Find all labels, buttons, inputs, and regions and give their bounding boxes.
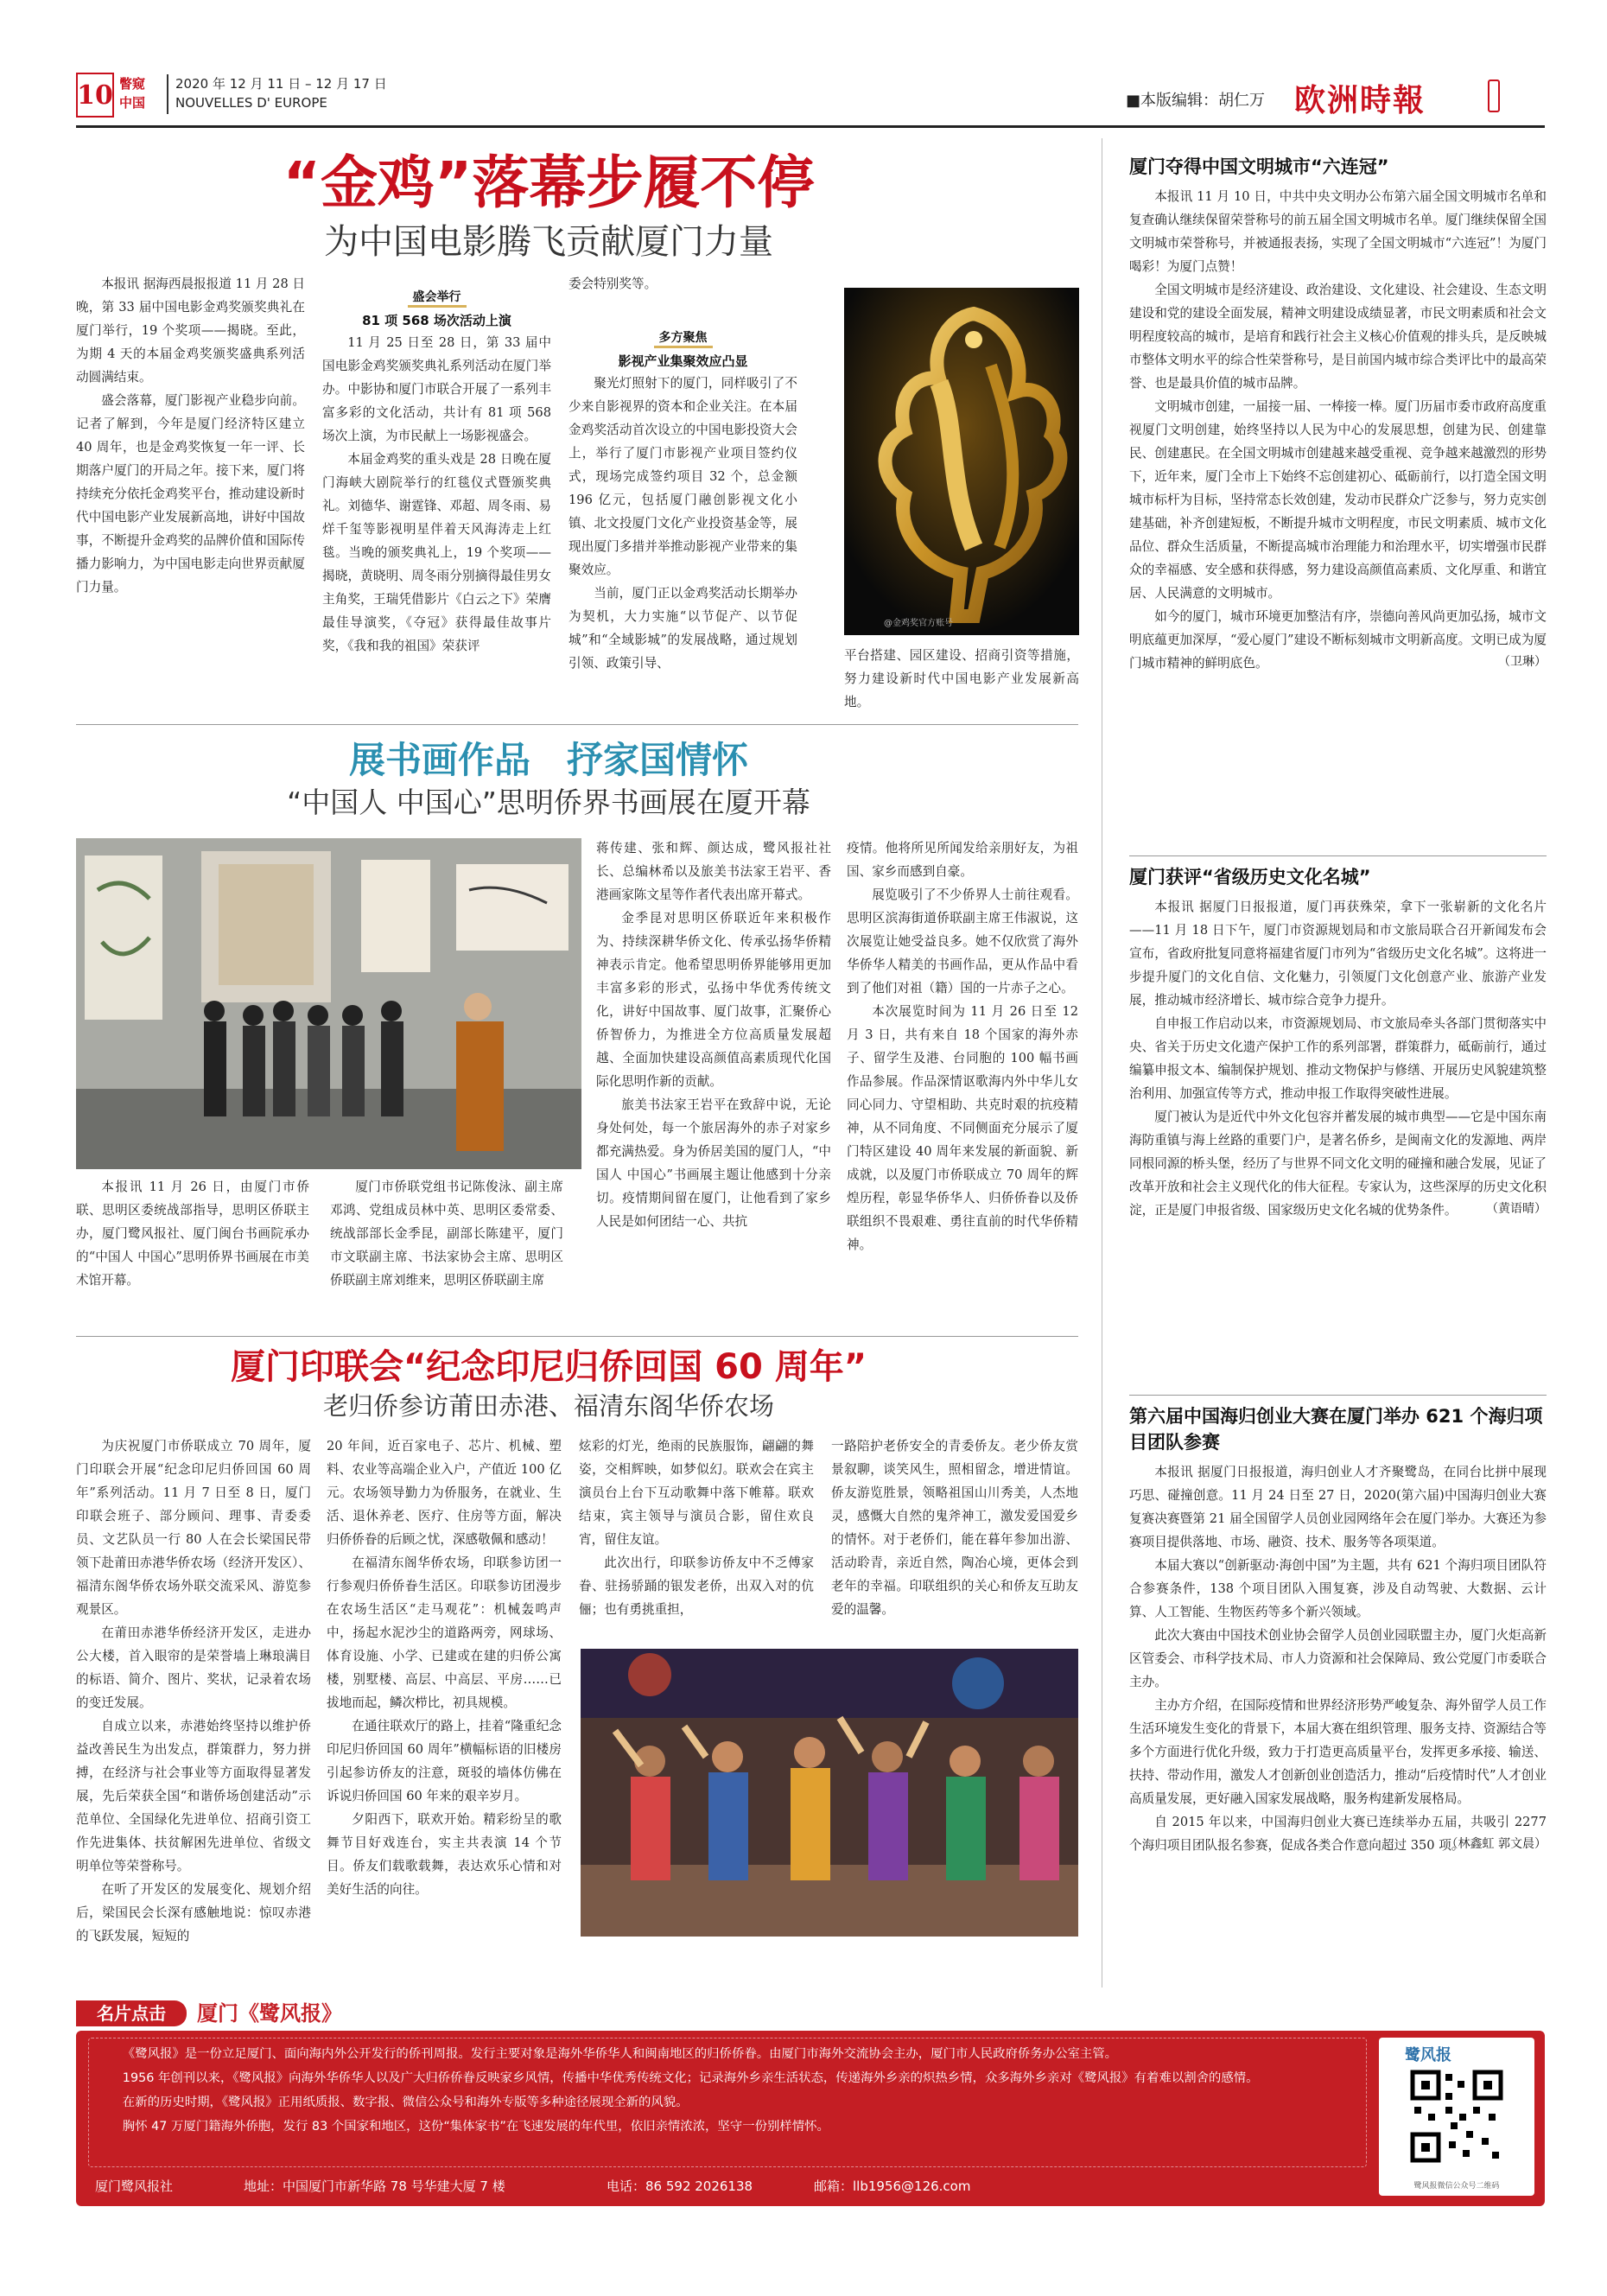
footer-publisher: 厦门鹭风报社 bbox=[95, 2178, 174, 2194]
a2-subtitle: “中国人 中国心”思明侨界书画展在厦开幕 bbox=[287, 785, 810, 819]
footer-tag: 名片点击 bbox=[76, 2000, 187, 2026]
footer-email[interactable]: 邮箱：llb1956@126.com bbox=[814, 2178, 971, 2194]
a3-col2-p: 在通往联欢厅的路上，挂着“隆重纪念印尼归侨回国 60 周年”横幅标语的旧楼房引起参访侨友的注意，斑驳的墙体仿佛在诉说归侨回国 60 年来的艰辛岁月。 bbox=[327, 1719, 562, 1803]
r1-p: 全国文明城市是经济建设、政治建设、文化建设、社会建设、生态文明建设和党的建设全面发展，精神文明建设成绩显著，市民文明素质和社会文明程度较高的城市，是培育和践行社会主义核心价值观的排头兵，是反映城市整体文明水平的综合性荣誉称号，是目前国内城市综合类评比中的最高荣誉、也是最具价值的城市品牌。 bbox=[1129, 283, 1547, 391]
a3-title: 厦门印联会“纪念印尼归侨回国 60 周年” bbox=[230, 1347, 867, 1387]
r3-p: 本届大赛以“创新驱动·海创中国”为主题，共有 621 个海归项目团队符合参赛条件，138 个项目团队入围复赛，涉及自动驾驶、大数据、云计算、人工智能、生物医药等多个新兴领域。 bbox=[1129, 1558, 1547, 1619]
qr-block bbox=[1379, 2038, 1534, 2196]
page-number: 10 bbox=[77, 80, 113, 111]
footer-p: 在新的历史时期，《鹭风报》正用纸质报、数字报、微信公众号和海外专版等多种途径展现全新的风貌。 bbox=[122, 2096, 689, 2109]
a1-col4-p: 平台搭建、园区建设、招商引资等措施，努力建设新时代中国电影产业发展新高地。 bbox=[844, 648, 1079, 709]
r1-article bbox=[1129, 154, 1547, 670]
dance-photo-illustration bbox=[581, 1649, 1078, 1937]
r1-p: 本报讯 11 月 10 日，中共中央文明办公布第六届全国文明城市名单和复查确认继续保留荣誉称号的前五届全国文明城市名单。厦门继续保留全国文明城市荣誉称号，并被通报表扬，实现了全国文明城市“六连冠”！为厦门喝彩！为厦门点赞！ bbox=[1129, 189, 1547, 274]
a2-col2 bbox=[330, 1175, 563, 1292]
footer-p: 《鹭风报》是一份立足厦门、面向海内外公开发行的侨刊周报。发行主要对象是海外华侨华人和闽南地区的归侨侨眷。由厦门市海外交流协会主办，厦门市人民政府侨务办公室主管。 bbox=[122, 2047, 1118, 2061]
a2-col3-p: 旅美书法家王岩平在致辞中说，无论身处何处，每一个旅居海外的赤子对家乡都充满热爱。身为侨居美国的厦门人，“中国人 中国心”书画展主题让他感到十分亲切。疫情期间留在厦门，让他看到了家乡人民是如何团结一心、共抗 bbox=[596, 1097, 831, 1229]
r2-article bbox=[1129, 864, 1547, 1217]
a3-col2-p: 在福清东阁华侨农场，印联参访团一行参观归侨侨眷生活区。印联参访团漫步在农场生活区“走马观花”：机械轰鸣声中，扬起水泥沙尘的道路两旁，网球场、体育设施、小学、已建或在建的归侨公寓楼，别墅楼、高层、中高层、平房……已拔地而起，鳞次栉比，初具规模。 bbox=[327, 1555, 562, 1710]
a3-col4 bbox=[831, 1434, 1078, 1621]
a1-sec3-head: 影视产业集聚效应凸显 bbox=[618, 353, 748, 369]
a1-subtitle: 为中国电影腾飞贡献厦门力量 bbox=[324, 222, 773, 262]
a1-col3 bbox=[568, 272, 797, 675]
logo-mark-icon bbox=[1488, 80, 1500, 112]
a1-col1-p: 本报讯 据海西晨报报道 11 月 28 日晚，第 33 届中国电影金鸡奖颁奖典礼在厦门举行，19 个奖项——揭晓。至此，为期 4 天的本届金鸡奖颁奖盛典系列活动圆满结束。 bbox=[76, 277, 305, 385]
a1-sec3-tag: 多方聚焦 bbox=[568, 328, 797, 348]
a1-col1-p: 盛会落幕，厦门影视产业稳步向前。记者了解到，今年是厦门经济特区建立 40 周年，也是金鸡奖恢复一年一评、长期落户厦门的开局之年。接下来，厦门将持续充分依托金鸡奖平台，推动建设新时代中国电影产业发展新高地，讲好中国故事，不断提升金鸡奖的品牌价值和国际传播力影响力，为中国电影走向世界贡献厦门力量。 bbox=[76, 393, 305, 595]
r3-byline: （林鑫虹 郭文晨） bbox=[1445, 1837, 1547, 1851]
dance-party-photo bbox=[581, 1649, 1078, 1937]
a3-col2 bbox=[327, 1434, 562, 1901]
r2-byline: （黄语晴） bbox=[1486, 1202, 1547, 1216]
rooster-illustration bbox=[844, 288, 1079, 635]
a3-col3 bbox=[579, 1434, 814, 1621]
poster-credit: @金鸡奖官方账号 bbox=[884, 619, 953, 628]
r1-byline: （卫琳） bbox=[1498, 655, 1547, 669]
a1-title: “金鸡”落幕步履不停 bbox=[283, 149, 815, 216]
r1-title: 厦门夺得中国文明城市“六连冠” bbox=[1129, 156, 1389, 177]
r3-article bbox=[1129, 1403, 1547, 1852]
r1-p: 如今的厦门，城市环境更加整洁有序，崇德向善风尚更加弘扬，城市文明底蕴更加深厚，“爱心厦门”建设不断标刻城市文明新高度。文明已成为厦门城市精神的鲜明底色。 bbox=[1129, 609, 1547, 671]
a3-col1-p: 为庆祝厦门市侨联成立 70 周年，厦门印联会开展“纪念印尼归侨回国 60 周年”系列活动。11 月 7 日至 8 日，厦门印联会班子、部分顾问、理事、青委委员、文艺队员一行 80 人在会长梁国民带领下赴莆田赤港华侨农场（经济开发区）、福清东阁华侨农场外联交流采风、游览参观景区。 bbox=[76, 1439, 311, 1617]
a1-col2-p: 本届金鸡奖的重头戏是 28 日晚在厦门海峡大剧院举行的红毯仪式暨颁奖典礼。刘德华、谢霆锋、邓超、周冬雨、易烊千玺等影视明星伴着天风海涛走上红毯。当晚的颁奖典礼上，19 个奖项——揭晓，黄晓明、周冬雨分别摘得最佳男女主角奖，王瑞凭借影片《白云之下》荣膺最佳导演奖，《夺冠》获得最佳故事片奖，《我和我的祖国》荣获评 bbox=[322, 452, 551, 653]
section-bottom: 中国 bbox=[119, 95, 146, 111]
a2-col3-p: 蒋传建、张和辉、颜达成，鹭风报社社长、总编林希以及旅美书法家王岩平、香港画家陈文星等作者代表出席开幕式。 bbox=[596, 841, 831, 902]
a2-col3 bbox=[596, 836, 831, 1233]
a3-col3-p: 此次出行，印联参访侨友中不乏傅家眷、驻扬骄踊的银发老侨，出双入对的伉俪；也有勇挑重担， bbox=[579, 1555, 814, 1617]
editor-credit: ■本版编辑：胡仁万 bbox=[1126, 92, 1266, 110]
a1-col2-p: 11 月 25 日至 28 日，第 33 届中国电影金鸡奖颁奖典礼系列活动在厦门举办。中影协和厦门市联合开展了一系列丰富多彩的文化活动，共计有 81 项 568 场次上演，为市民献上一场影视盛会。 bbox=[322, 335, 551, 443]
paper-name-fr: NOUVELLES D' EUROPE bbox=[175, 95, 327, 111]
a1-col3-cont: 委会特别奖等。 bbox=[568, 277, 657, 291]
a2-col4-p: 疫情。他将所见所闻发给亲朋好友，为祖国、家乡而感到自豪。 bbox=[847, 841, 1078, 879]
r3-p: 自 2015 年以来，中国海归创业大赛已连续举办五届，共吸引 2277 个海归项目团队报名参赛，促成各类合作意向超过 350 项。 bbox=[1129, 1815, 1547, 1853]
a3-subtitle: 老归侨参访莆田赤港、福清东阁华侨农场 bbox=[322, 1391, 774, 1421]
r2-title: 厦门获评“省级历史文化名城” bbox=[1129, 867, 1371, 887]
footer-p: 1956 年创刊以来，《鹭风报》向海外华侨华人以及广大归侨侨眷反映家乡风情，传播中华优秀传统文化；记录海外乡亲生活状态，传递海外乡亲的炽热乡情，众多海外乡亲对《鹭风报》有着难以割舍的感情。 bbox=[122, 2071, 1259, 2085]
a1-col4 bbox=[844, 644, 1079, 714]
qr-logo: 鹭风报 bbox=[1405, 2046, 1451, 2064]
a1-col1 bbox=[76, 272, 305, 599]
a3-col1-p: 在听了开发区的发展变化、规划介绍后，梁国民会长深有感触地说：惊叹赤港的飞跃发展，短短的 bbox=[76, 1882, 311, 1943]
r2-p: 本报讯 据厦门日报报道，厦门再获殊荣，拿下一张崭新的文化名片——11 月 18 日下午，厦门市资源规划局和市文旅局联合召开新闻发布会宣布，省政府批复同意将福建省厦门市列为“省级历史文化名城”。这将进一步提升厦门的文化自信、文化魅力，引领厦门文化创意产业、旅游产业发展，推动城市经济增长、城市综合竞争力提升。 bbox=[1129, 900, 1547, 1008]
a3-col1 bbox=[76, 1434, 311, 1948]
a2-col3-p: 金季昆对思明区侨联近年来积极作为、持续深耕华侨文化、传承弘扬华侨精神表示肯定。他希望思明侨界能够用更加丰富多彩的形式，弘扬中华优秀传统文化，讲好中国故事、厦门故事，汇聚侨心侨智侨力，为推进全方位高质量发展超越、全面加快建设高颜值高素质现代化国际化思明作新的贡献。 bbox=[596, 911, 831, 1089]
a1-col2 bbox=[322, 288, 551, 658]
footer-title: 厦门《鹭风报》 bbox=[197, 2001, 342, 2026]
footer-p: 胸怀 47 万厦门籍海外侨胞，发行 83 个国家和地区，这份“集体家书”在飞速发展的年代里，依旧亲情浓浓，坚守一份别样情怀。 bbox=[122, 2120, 829, 2134]
a3-col1-p: 自成立以来，赤港始终坚持以维护侨益改善民生为出发点，群策群力，努力拼搏，在经济与社会事业等方面取得显著发展，先后荣获全国“和谐侨场创建活动”示范单位、全国绿化先进单位、招商引资工作先进集体、扶贫解困先进单位、省级文明单位等荣誉称号。 bbox=[76, 1719, 311, 1873]
a2-col1-p: 本报讯 11 月 26 日，由厦门市侨联、思明区委统战部指导，思明区侨联主办，厦门鹭风报社、厦门闽台书画院承办的“中国人 中国心”思明侨界书画展在市美术馆开幕。 bbox=[76, 1180, 309, 1288]
issue-date: 2020 年 12 月 11 日 – 12 月 17 日 bbox=[175, 76, 387, 92]
r2-p: 厦门被认为是近代中外文化包容并蓄发展的城市典型——它是中国东南海防重镇与海上丝路的重要门户，是著名侨乡，是闽南文化的发源地、两岸同根同源的桥头堡，经历了与世界不同文化文明的碰撞和融合发展，见证了改革开放和社会主义现代化的伟大征程。专家认为，这些深厚的历史文化积淀，正是厦门申报省级、国家级历史文化名城的优势条件。 bbox=[1129, 1110, 1547, 1218]
a2-col1 bbox=[76, 1175, 309, 1292]
a2-col2-p: 厦门市侨联党组书记陈俊泳、副主席邓鸿、党组成员林中英、思明区委常委、统战部部长金季昆，副部长陈建平，厦门市文联副主席、书法家协会主席、思明区侨联副主席刘维来，思明区侨联副主席 bbox=[330, 1180, 563, 1288]
footer-address: 地址：中国厦门市新华路 78 号华建大厦 7 楼 bbox=[244, 2178, 505, 2194]
r3-p: 本报讯 据厦门日报报道，海归创业人才齐聚鹭岛，在同台比拼中展现巧思、碰撞创意。11 月 24 日至 27 日，2020(第六届)中国海归创业大赛复赛决赛暨第 21 届全国留学人员创业园网络年会在厦门举办。大赛还为参赛项目提供落地、市场、融资、技术、服务等各项渠道。 bbox=[1129, 1465, 1547, 1549]
footer-panel bbox=[76, 2031, 1545, 2206]
golden-rooster-poster bbox=[844, 288, 1079, 635]
a3-col1-p: 在莆田赤港华侨经济开发区，走进办公大楼，首入眼帘的是荣誉墙上琳琅满目的标语、简介、图片、奖状，记录着农场的变迁发展。 bbox=[76, 1625, 311, 1710]
a1-col3-p: 当前，厦门正以金鸡奖活动长期举办为契机，大力实施“以节促产、以节促城”和“全域影城”的发展战略，通过规划引领、政策引导、 bbox=[568, 586, 797, 671]
r3-p: 此次大赛由中国技术创业协会留学人员创业园联盟主办，厦门火炬高新区管委会、市科学技术局、市人力资源和社会保障局、致公党厦门市委联合主办。 bbox=[1129, 1628, 1547, 1689]
a2-title: 展书画作品 抒家国情怀 bbox=[348, 739, 748, 781]
r3-p: 主办方介绍，在国际疫情和世界经济形势严峻复杂、海外留学人员工作生活环境发生变化的背景下，本届大赛在组织管理、服务支持、资源结合等多个方面进行优化升级，致力于打造更高质量平台，发挥更多承接、输送、扶持、带动作用，激发人才创新创业创造活力，推动“后疫情时代”人才创业高质量发展，更好融入国家发展战略，服务构建新发展格局。 bbox=[1129, 1698, 1547, 1806]
a3-col2-p: 20 年间，近百家电子、芯片、机械、塑料、农业等高端企业入户，产值近 100 亿元。农场领导勤力为侨服务，在就业、生活、退休养老、医疗、住房等方面，解决归侨侨眷的后顾之忧，深感敬佩和感动！ bbox=[327, 1439, 562, 1547]
qr-code-icon[interactable] bbox=[1409, 2069, 1504, 2164]
a1-sec2-head: 81 项 568 场次活动上演 bbox=[362, 313, 511, 328]
r1-p: 文明城市创建，一届接一届、一棒接一棒。厦门历届市委市政府高度重视厦门文明创建，始终坚持以人民为中心的发展思想，创建为民、创建靠民、创建惠民。在全国文明城市创建越来越受重视、竞争越来越激烈的形势下，近年来，厦门全市上下始终不忘创建初心、砥砺前行，以打造全国文明城市标杆为目标，坚持常态长效创建，发动市民群众广泛参与，努力克实创建基础，补齐创建短板，不断提升城市文明程度，市民文明素质、城市文化品位、群众生活质量，不断提高城市治理能力和治理水平，切实增强市民群众的幸福感、安全感和获得感，努力建设高颜值高素质、文化厚重、和谐宜居、人民满意的文明城市。 bbox=[1129, 399, 1547, 601]
a1-sec2-tag: 盛会举行 bbox=[322, 288, 551, 308]
page-number-box bbox=[76, 73, 114, 118]
qr-caption: 鹭风报微信公众号二维码 bbox=[1413, 2182, 1500, 2191]
section-top: 瞥窥 bbox=[119, 76, 146, 92]
a2-col4-p: 本次展览时间为 11 月 26 日至 12 月 3 日，共有来自 18 个国家的海外赤子、留学生及港、台同胞的 100 幅书画作品参展。作品深情讴歌海内外中华儿女同心同力、守望相助、共克时艰的抗疫精神，从不同角度、不同侧面充分展示了厦门特区建设 40 周年来发展的新面貌、新成就，以及厦门市侨联成立 70 周年的辉煌历程，彰显华侨华人、归侨侨眷以及侨联组织不畏艰难、勇往直前的时代华侨精神。 bbox=[847, 1004, 1078, 1252]
page-header bbox=[76, 69, 1545, 123]
exhibition-photo-illustration bbox=[76, 838, 581, 1169]
r3-title: 第六届中国海归创业大赛在厦门举办 621 个海归项目团队参赛 bbox=[1129, 1406, 1543, 1453]
exhibition-group-photo bbox=[76, 838, 581, 1169]
footer-tag-bar bbox=[76, 2000, 1545, 2028]
a2-col4 bbox=[847, 836, 1078, 1256]
masthead-logo: 欧洲時報 bbox=[1294, 82, 1426, 118]
r2-p: 自申报工作启动以来，市资源规划局、市文旅局牵头各部门贯彻落实中央、省关于历史文化遗产保护工作的系列部署，群策群力，砥砺前行，通过编纂申报文本、编制保护规划、推动文物保护与修缮、开展历史风貌建筑整治利用、加强宣传等方式，推动申报工作取得突破性进展。 bbox=[1129, 1016, 1547, 1101]
a3-col2-p: 夕阳西下，联欢开始。精彩纷呈的歌舞节目好戏连台，实主共表演 14 个节目。侨友们载歌载舞，表达欢乐心情和对美好生活的向往。 bbox=[327, 1812, 562, 1897]
a3-col4-p: 一路陪护老侨安全的青委侨友。老少侨友赏景叙聊，谈笑风生，照相留念，增进情谊。侨友游览胜景，领略祖国山川秀美，人杰地灵，感慨大自然的鬼斧神工，激发爱国爱乡的情怀。对于老侨们，能在暮年参加出游、活动聆青，亲近自然，陶冶心境，更体会到老年的幸福。印联组织的关心和侨友互助友爱的温馨。 bbox=[831, 1439, 1078, 1617]
footer-phone: 电话：86 592 2026138 bbox=[607, 2178, 753, 2194]
a3-col3-p: 炫彩的灯光，绝雨的民族服饰，翩翩的舞姿，交相辉映，如梦似幻。联欢会在宾主演员台上台下互动歌舞中落下帷幕。联欢结束，宾主领导与演员合影，留住欢良宵，留住友谊。 bbox=[579, 1439, 814, 1547]
a2-col4-p: 展览吸引了不少侨界人士前往观看。思明区滨海街道侨联副主席王伟淑说，这次展览让她受益良多。她不仅欣赏了海外华侨华人精美的书画作品，更从作品中看到了他们对祖（籍）国的一片赤子之心。 bbox=[847, 887, 1078, 995]
a1-col3-p: 聚光灯照射下的厦门，同样吸引了不少来自影视界的资本和企业关注。在本届金鸡奖活动首次设立的中国电影投资大会上，举行了厦门市影视产业项目签约仪式，现场完成签约项目 32 个，总金额 196 亿元，包括厦门融创影视文化小镇、北文投厦门文化产业投资基金等，展现出厦门多措并举推动影视产业带来的集聚效应。 bbox=[568, 376, 797, 577]
